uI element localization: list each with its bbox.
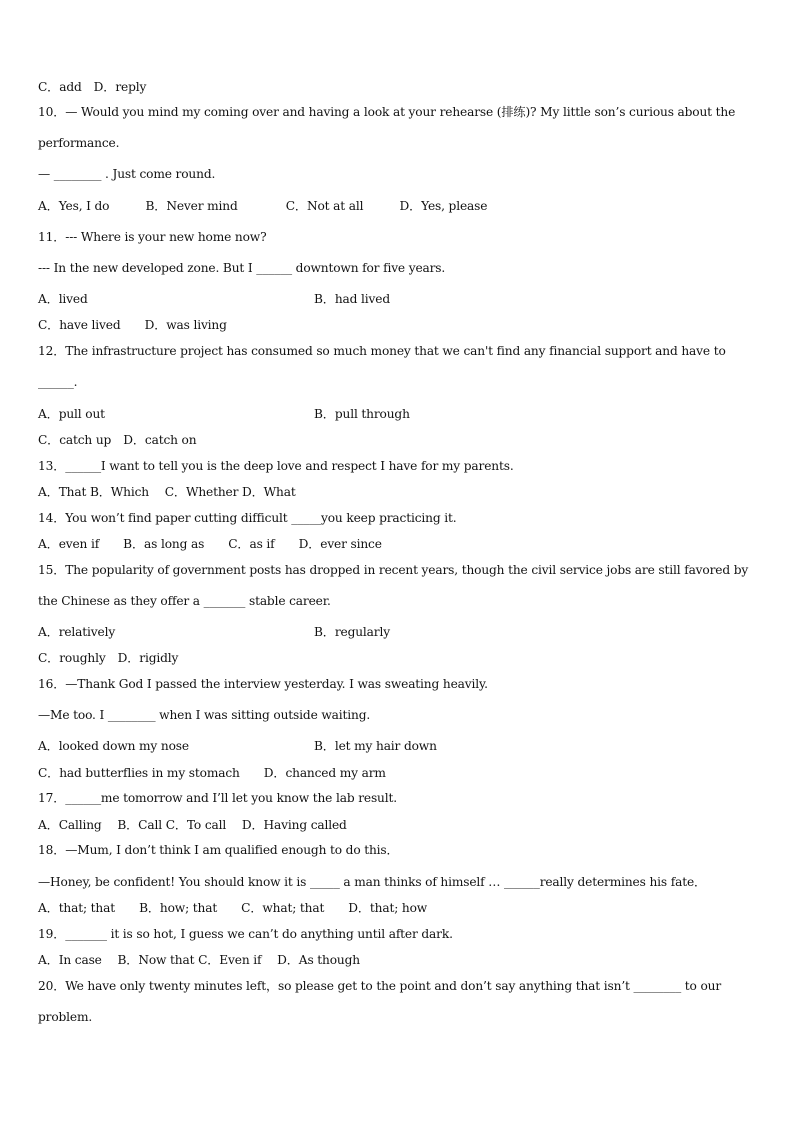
q16-response: —Me too. I ________ when I was sitting outside waiting. bbox=[38, 708, 371, 722]
q13-question: 13．______I want to tell you is the deep love and respect I have for my parents. bbox=[38, 459, 514, 473]
q13-options: A．That B．Which C．Whether D．What bbox=[38, 485, 296, 499]
q12-option-b: B．pull through bbox=[314, 407, 410, 421]
q14-question: 14．You won’t find paper cutting difficult _____you keep practicing it. bbox=[38, 511, 457, 525]
q12-question: 12．The infrastructure project has consumed so much money that we can't find any financial support and have to bbox=[38, 344, 726, 358]
q15-option-b: B．regularly bbox=[314, 625, 390, 639]
q14-options: A．even if B．as long as C．as if D．ever since bbox=[38, 537, 382, 551]
q17-question: 17．______me tomorrow and I’ll let you know the lab result. bbox=[38, 791, 397, 805]
q12-options-cd: C．catch up D．catch on bbox=[38, 433, 197, 447]
q18-options: A．that; that B．how; that C．what; that D．that; how bbox=[38, 901, 428, 915]
q10-options: A．Yes, I do B．Never mind C．Not at all D．Yes, please bbox=[38, 199, 488, 213]
q19-options: A．In case B．Now that C．Even if D．As though bbox=[38, 953, 360, 967]
q19-question: 19．_______ it is so hot, I guess we can’t do anything until after dark. bbox=[38, 927, 453, 941]
q18-question: 18．—Mum, I don’t think I am qualified enough to do this． bbox=[38, 843, 399, 857]
q10-response: — ________ . Just come round. bbox=[38, 167, 216, 181]
q10-question-cont: performance. bbox=[38, 136, 120, 150]
q17-options: A．Calling B．Call C．To call D．Having called bbox=[38, 818, 347, 832]
q11-question: 11．--- Where is your new home now? bbox=[38, 230, 267, 244]
q20-question: 20．We have only twenty minutes left，so please get to the point and don’t say anything that isn’t ________ to our bbox=[38, 979, 722, 993]
q11-option-b: B．had lived bbox=[314, 292, 390, 306]
q15-options-cd: C．roughly D．rigidly bbox=[38, 651, 179, 665]
q12-option-a: A．pull out bbox=[38, 407, 105, 421]
q11-option-a: A．lived bbox=[38, 292, 88, 306]
q16-options-cd: C．had butterflies in my stomach D．chanced my arm bbox=[38, 766, 386, 780]
q16-option-a: A．looked down my nose bbox=[38, 739, 189, 753]
q15-question: 15．The popularity of government posts has dropped in recent years, though the civil service jobs are still favored by bbox=[38, 563, 749, 577]
q11-response: --- In the new developed zone. But I ______ downtown for five years. bbox=[38, 261, 446, 275]
q20-question-cont: problem. bbox=[38, 1010, 93, 1024]
q12-question-cont: ______. bbox=[38, 375, 78, 389]
q15-question-cont: the Chinese as they offer a _______ stable career. bbox=[38, 594, 331, 608]
q16-question: 16．—Thank God I passed the interview yesterday. I was sweating heavily. bbox=[38, 677, 488, 691]
q15-option-a: A．relatively bbox=[38, 625, 116, 639]
q16-option-b: B．let my hair down bbox=[314, 739, 437, 753]
q9-options-cd: C．add D．reply bbox=[38, 80, 147, 94]
q18-response: —Honey, be confident! You should know it is _____ a man thinks of himself … ______really determines his fate． bbox=[38, 875, 707, 889]
q10-question: 10．— Would you mind my coming over and having a look at your rehearse (排练)? My little son’s curious about the bbox=[38, 105, 736, 119]
q11-options-cd: C．have lived D．was living bbox=[38, 318, 227, 332]
